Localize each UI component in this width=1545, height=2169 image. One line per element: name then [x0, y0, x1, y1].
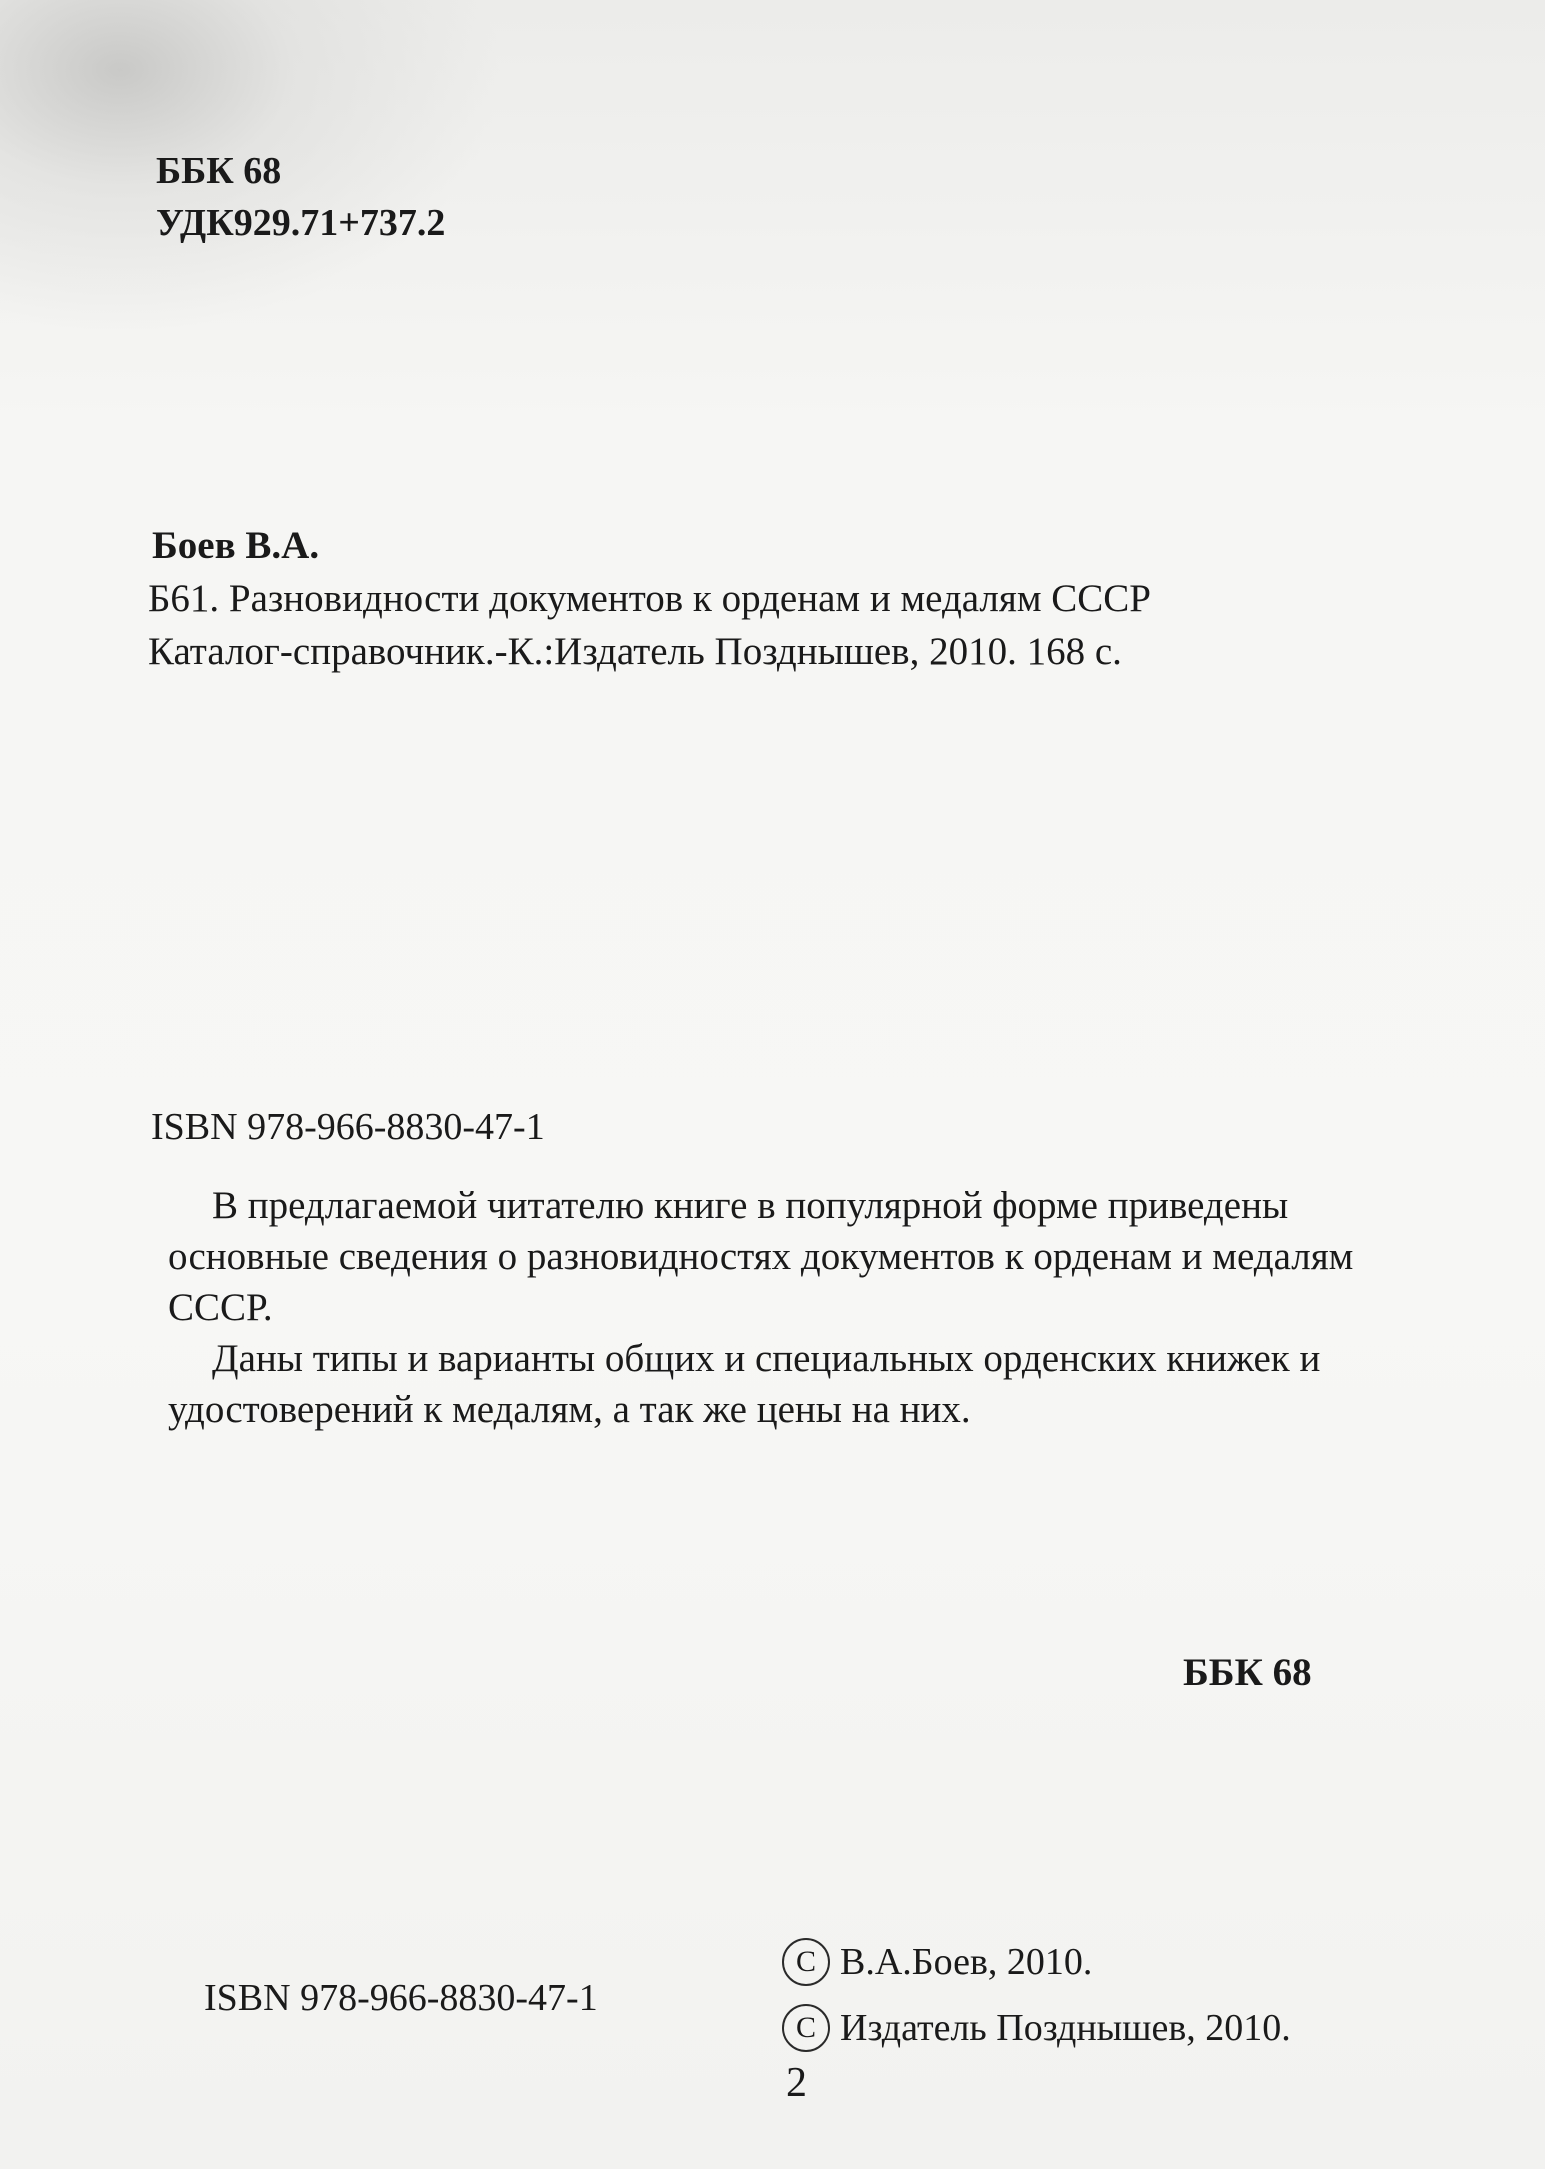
abstract-line: удостоверений к медалям, а так же цены на них. — [168, 1388, 971, 1431]
imprint: Каталог-справочник.-К.:Издатель Позднышев, 2010. 168 с. — [148, 630, 1122, 673]
abstract — [168, 1186, 1468, 1441]
bibliographic-record — [148, 526, 1151, 685]
book-title: Б61. Разновидности документов к орденам и медалям СССР — [148, 577, 1151, 620]
copyright-block — [782, 1938, 1291, 2070]
copyright-author — [782, 1938, 1291, 1986]
page-number: 2 — [786, 2060, 807, 2106]
abstract-line: В предлагаемой читателю книге в популярной форме приведены — [212, 1184, 1289, 1227]
udk-code: УДК929.71+737.2 — [156, 202, 446, 244]
author-name: Боев В.А. — [152, 524, 320, 567]
bbk-code-bottom: ББК 68 — [1183, 1651, 1312, 1694]
copyright-publisher-text: Издатель Позднышев, 2010. — [840, 2007, 1291, 2049]
abstract-line: основные сведения о разновидностях документов к орденам и медалям — [168, 1235, 1354, 1278]
classification-codes — [156, 152, 445, 256]
copyright-icon: С — [782, 2004, 830, 2052]
abstract-line: СССР. — [168, 1286, 273, 1329]
copyright-publisher — [782, 2004, 1291, 2052]
isbn-bottom: ISBN 978-966-8830-47-1 — [204, 1977, 598, 2019]
copyright-author-text: В.А.Боев, 2010. — [840, 1941, 1093, 1983]
isbn-top: ISBN 978-966-8830-47-1 — [151, 1106, 545, 1148]
bbk-code: ББК 68 — [156, 150, 282, 192]
abstract-line: Даны типы и варианты общих и специальных орденских книжек и — [212, 1337, 1321, 1380]
copyright-icon: С — [782, 1938, 830, 1986]
